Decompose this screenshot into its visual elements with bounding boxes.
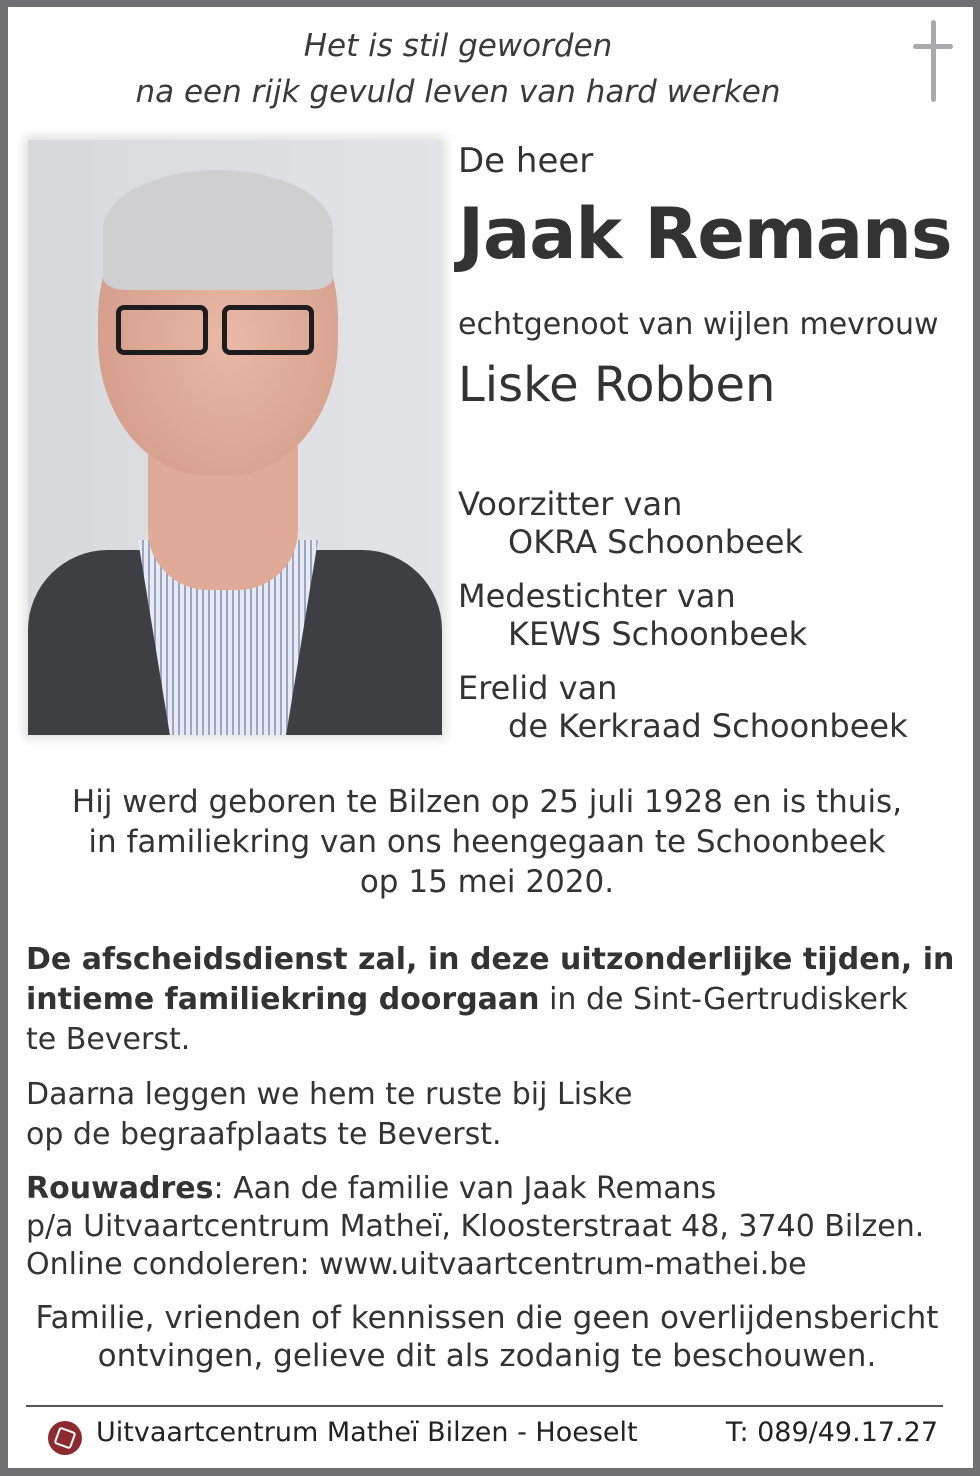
text-bold: intieme familiekring doorgaan [26, 982, 540, 1017]
role-label: Erelid van [458, 669, 618, 707]
condolence-link[interactable]: Online condoleren: www.uitvaartcentrum-mathei.be [26, 1247, 807, 1282]
text-line: op de begraafplaats te Beverst. [26, 1117, 502, 1152]
cross-icon [913, 20, 953, 102]
birth-death-text [8, 782, 966, 902]
motto [8, 23, 908, 115]
text-line: Daarna leggen we hem te ruste bij Liske [26, 1077, 633, 1112]
text-line: ontvingen, gelieve dit als zodanig te beschouwen. [97, 1338, 877, 1374]
role-org: OKRA Schoonbeek [508, 523, 804, 561]
text-line: in familiekring van ons heengegaan te Schoonbeek [88, 824, 886, 860]
portrait-photo [28, 140, 442, 735]
text-line: De afscheidsdienst zal, in deze uitzonderlijke tijden, in [26, 942, 955, 977]
service-text [26, 940, 954, 1060]
motto-line: Het is stil geworden [303, 28, 613, 64]
motto-line: na een rijk gevuld leven van hard werken [135, 74, 781, 110]
role-org: KEWS Schoonbeek [508, 615, 808, 653]
notice-text [8, 1299, 966, 1375]
obituary-card [8, 7, 973, 1468]
phone-number: T: 089/49.17.27 [725, 1417, 938, 1448]
title: De heer [458, 141, 594, 181]
text-line: Familie, vrienden of kennissen die geen overlijdensbericht [35, 1300, 939, 1336]
text-line: te Beverst. [26, 1022, 191, 1057]
text-line: Hij werd geboren te Bilzen op 25 juli 1928 en is thuis, [71, 784, 903, 820]
address-text [26, 1170, 924, 1284]
company-name: Uitvaartcentrum Matheï Bilzen - Hoeselt [96, 1417, 638, 1448]
address-label: Rouwadres [26, 1171, 214, 1206]
text-line: in de Sint-Gertrudiskerk [539, 982, 908, 1017]
text-line: p/a Uitvaartcentrum Matheï, Kloosterstraat 48, 3740 Bilzen. [26, 1209, 925, 1244]
text-line: : Aan de familie van Jaak Remans [213, 1171, 717, 1206]
deceased-name: Jaak Remans [458, 193, 952, 275]
burial-text [26, 1075, 632, 1155]
role-org: de Kerkraad Schoonbeek [508, 707, 908, 745]
role-label: Medestichter van [458, 577, 736, 615]
text-line: op 15 mei 2020. [359, 864, 615, 900]
role-label: Voorzitter van [458, 485, 683, 523]
divider [26, 1405, 943, 1407]
rose-logo-icon [48, 1421, 82, 1455]
spouse-name: Liske Robben [458, 357, 776, 413]
spouse-intro: echtgenoot van wijlen mevrouw [458, 307, 939, 342]
